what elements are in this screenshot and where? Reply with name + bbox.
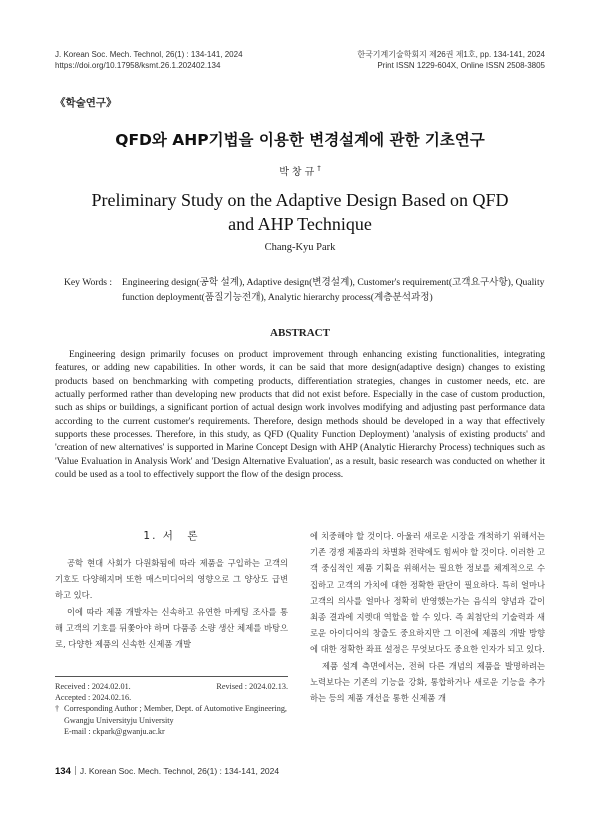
keywords-text: Engineering design(공학 설계), Adaptive design(변경설계), Customer's requirement(고객요구사항), Quality function deployment(품질기능전개), Analytic hierarchy process(계층분석과정)	[122, 277, 545, 303]
body-paragraph: 에 치중해야 할 것이다. 아울러 새로운 시장을 개척하기 위해서는 기존 경쟁 제품과의 차별화 전략에도 힘써야 할 것이다. 이러한 고객 중심적인 제품 기획을 위해서는 필요한 정보를 체계적으로 수집하고 고객의 가치에 대한 정확한 판단이 필요하다. 특히 얼마나 고객의 의사를 얼마나 정확히 반영했는가는 음식의 양념과 같이 최종 결과에 지렛대 역할을 할 수 있다. 즉 최첨단의 기술력과 새로운 아이디어의 창출도 중요하지만 그 이전에 제품의 개발 방향에 대한 정확한 좌표 설정은 무엇보다도 중요한 인자가 되고 있다.	[310, 531, 545, 655]
corresponding-author-mark: †	[317, 164, 321, 173]
author-korean-name: 박창규	[279, 167, 318, 178]
body-paragraph: 공학 현대 사회가 다원화됨에 따라 제품을 구입하는 고객의 기호도 다양해지며 또한 매스미디어의 영향으로 그 양상도 급변하고 있다.	[55, 558, 288, 601]
keywords-block	[64, 276, 554, 305]
author-korean	[0, 163, 600, 178]
abstract-text: Engineering design primarily focuses on product improvement through enhancing existing functionalities, integrating features, or adding new capabilities. In other words, it can be said that more design(adaptive design) changes to existing products based on benchmarking with competing products, differentiation strategies, changes in customer needs, etc. are actually performed rather than developing new products that did not exist before. Especially in the case of custom production, such as ships or buildings, a significant portion of actual design work involves modifying and adjusting past performance data according to the current customer's requirements. Therefore, design methods should be developed in a way that effectively supports these processes. Therefore, in this study, as QFD (Quality Function Deployment) 'analysis of existing products' and 'creation of new alternatives' is supported in Marine Concept Design with AHP (Analytic Hierarchy Process) techniques such as 'Value Evaluation in Analysis Work' and 'Design Alternative Evaluation', as a result, basic research was conducted on whether it could be used as a tool to effectively support the flow of the design process.	[55, 350, 545, 481]
title-en-line-2: and AHP Technique	[228, 214, 372, 234]
abstract-heading: ABSTRACT	[270, 327, 330, 339]
received-date: Received : 2024.02.01.	[55, 682, 131, 691]
corresponding-author-text: Corresponding Author ; Member, Dept. of Automotive Engineering, Gwangju Universityju University	[64, 704, 287, 725]
title-en-line-1: Preliminary Study on the Adaptive Design Based on QFD	[91, 190, 509, 210]
article-footnotes	[55, 676, 288, 737]
revised-date: Revised : 2024.02.13.	[216, 682, 288, 691]
body-column-right	[310, 528, 545, 706]
body-column-left	[55, 528, 288, 652]
keywords-label: Key Words :	[64, 277, 113, 288]
body-paragraph: 이에 따라 제품 개발자는 신속하고 유연한 마케팅 조사를 통해 고객의 기호를 뒤쫓아야 하며 다품종 소량 생산 체제를 바탕으로, 다양한 제품의 신속한 신제품 개발	[55, 606, 288, 650]
dagger-mark: †	[55, 704, 60, 714]
page-number: 134	[55, 766, 71, 777]
doi-link[interactable]: https://doi.org/10.17958/ksmt.26.1.202402.134	[55, 60, 221, 70]
journal-citation: J. Korean Soc. Mech. Technol, 26(1) : 134-141, 2024	[55, 50, 243, 59]
body-paragraph: 제품 설계 측면에서는, 전혀 다른 개념의 제품을 발명하려는 노력보다는 기존의 기능을 강화, 통합하거나 새로운 기능을 추가하는 등의 제품 개선을 통한 신제품 개	[310, 660, 545, 704]
journal-citation-korean: 한국기계기술학회지 제26권 제1호, pp. 134-141, 2024	[357, 50, 545, 59]
issn-line: Print ISSN 1229-604X, Online ISSN 2508-3805	[377, 60, 545, 70]
paper-title-english	[0, 188, 600, 236]
received-revised-row	[55, 681, 288, 692]
journal-header-left	[55, 50, 243, 71]
page-footer	[55, 766, 279, 777]
footer-citation: J. Korean Soc. Mech. Technol, 26(1) : 134-141, 2024	[79, 766, 280, 776]
footer-divider	[75, 766, 76, 775]
journal-header-right	[357, 50, 545, 71]
section-tag: 《학술연구》	[55, 97, 117, 109]
author-email[interactable]: E-mail : ckpark@gwanju.ac.kr	[64, 726, 165, 736]
author-english: Chang-Kyu Park	[264, 242, 336, 253]
corresponding-author-note	[55, 703, 288, 725]
paper-title-korean: QFD와 AHP기법을 이용한 변경설계에 관한 기초연구	[115, 131, 485, 149]
section-heading-introduction: 1. 서 론	[143, 530, 200, 542]
accepted-date: Accepted : 2024.02.16.	[55, 693, 132, 703]
